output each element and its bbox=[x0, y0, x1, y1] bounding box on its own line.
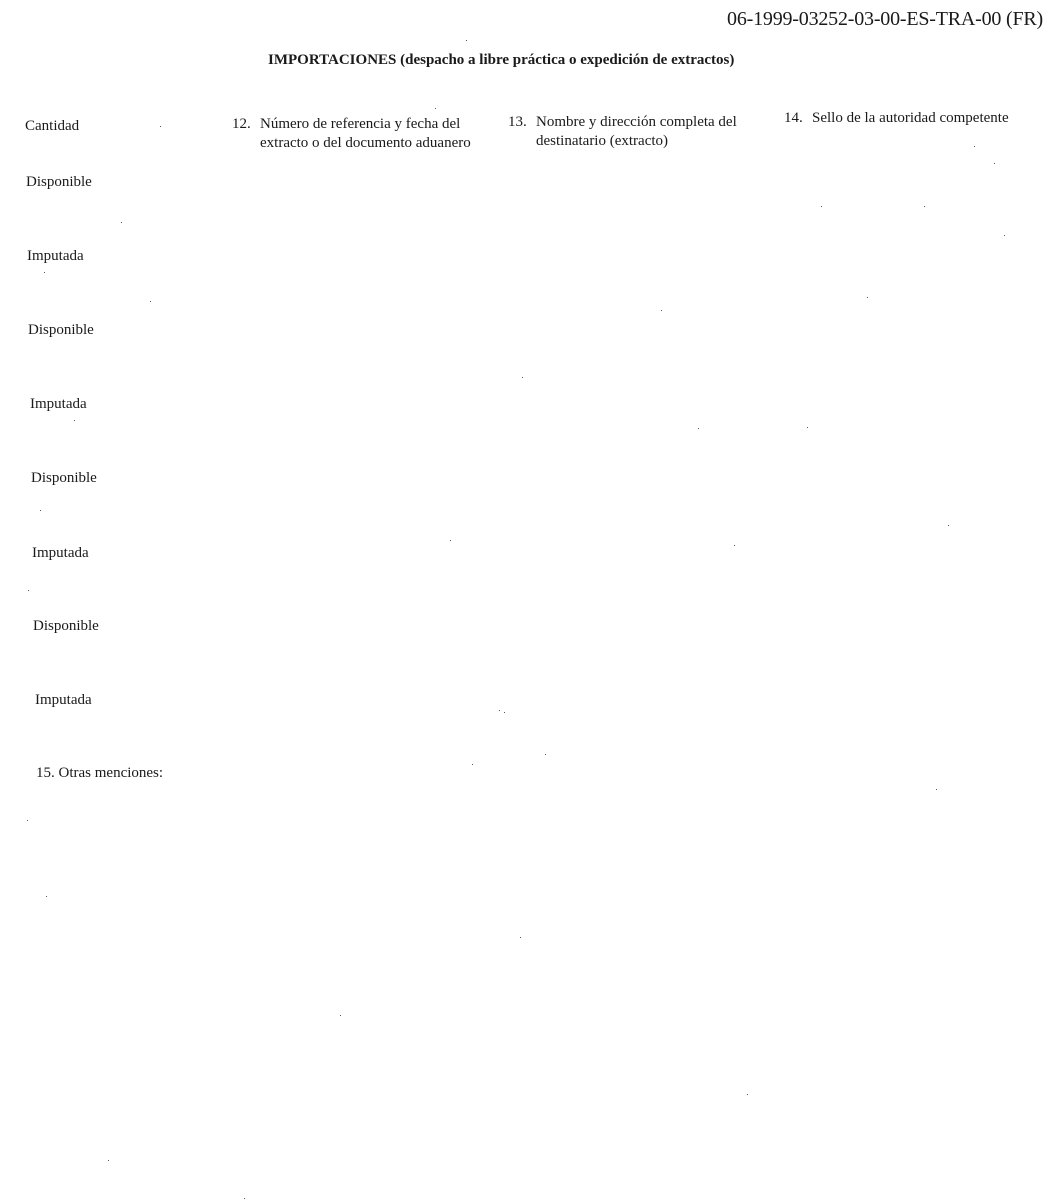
scan-speck bbox=[734, 545, 735, 546]
column-12-line2: extracto o del documento aduanero bbox=[260, 135, 471, 151]
scan-speck bbox=[244, 1198, 245, 1199]
row-label-charged: Imputada bbox=[32, 545, 89, 561]
scan-speck bbox=[450, 540, 451, 541]
scan-speck bbox=[466, 40, 467, 41]
row-label-available: Disponible bbox=[33, 618, 99, 634]
column-12-line1: Número de referencia y fecha del bbox=[260, 116, 461, 132]
scan-speck bbox=[121, 222, 122, 223]
scan-speck bbox=[74, 420, 75, 421]
column-14-header bbox=[784, 109, 1044, 131]
scan-speck bbox=[867, 297, 868, 298]
quantity-column-label: Cantidad bbox=[25, 118, 80, 134]
scan-speck bbox=[46, 896, 47, 897]
scan-speck bbox=[522, 377, 523, 378]
column-13-header bbox=[508, 113, 778, 153]
column-13-text bbox=[536, 113, 737, 151]
row-label-charged: Imputada bbox=[35, 692, 92, 708]
scan-speck bbox=[1004, 235, 1005, 236]
page-title: IMPORTACIONES (despacho a libre práctica o expedición de extractos) bbox=[268, 52, 735, 68]
scan-speck bbox=[44, 272, 45, 273]
column-13-number: 13. bbox=[508, 114, 527, 130]
scan-speck bbox=[698, 428, 699, 429]
row-label-available: Disponible bbox=[28, 322, 94, 338]
scan-speck bbox=[499, 710, 500, 711]
column-12-number: 12. bbox=[232, 116, 251, 132]
scan-speck bbox=[28, 590, 29, 591]
scan-speck bbox=[936, 789, 937, 790]
column-13-line1: Nombre y dirección completa del bbox=[536, 114, 737, 130]
other-mentions-label: Otras menciones: bbox=[58, 765, 164, 781]
scan-speck bbox=[924, 206, 925, 207]
other-mentions bbox=[36, 765, 163, 782]
scan-speck bbox=[974, 146, 975, 147]
scan-speck bbox=[340, 1015, 341, 1016]
scan-speck bbox=[504, 712, 505, 713]
scan-speck bbox=[807, 427, 808, 428]
scan-speck bbox=[27, 820, 28, 821]
row-label-available: Disponible bbox=[31, 470, 97, 486]
column-13-line2: destinatario (extracto) bbox=[536, 133, 669, 149]
column-12-text bbox=[260, 115, 471, 153]
document-reference: 06-1999-03252-03-00-ES-TRA-00 (FR) bbox=[727, 8, 1043, 30]
scan-speck bbox=[661, 310, 662, 311]
scan-speck bbox=[160, 126, 161, 127]
row-label-charged: Imputada bbox=[27, 248, 84, 264]
scan-speck bbox=[520, 937, 521, 938]
scan-speck bbox=[150, 301, 151, 302]
column-14-text: Sello de la autoridad competente bbox=[812, 110, 1009, 126]
scan-speck bbox=[948, 525, 949, 526]
scan-speck bbox=[545, 754, 546, 755]
scan-speck bbox=[108, 1160, 109, 1161]
scan-speck bbox=[994, 163, 995, 164]
row-label-available: Disponible bbox=[26, 174, 92, 190]
row-label-charged: Imputada bbox=[30, 396, 87, 412]
scan-speck bbox=[435, 108, 436, 109]
column-14-number: 14. bbox=[784, 110, 803, 126]
scan-speck bbox=[472, 764, 473, 765]
scan-speck bbox=[40, 510, 41, 511]
scan-speck bbox=[821, 206, 822, 207]
other-mentions-number: 15. bbox=[36, 765, 55, 781]
column-12-header bbox=[232, 115, 502, 155]
scan-speck bbox=[747, 1094, 748, 1095]
